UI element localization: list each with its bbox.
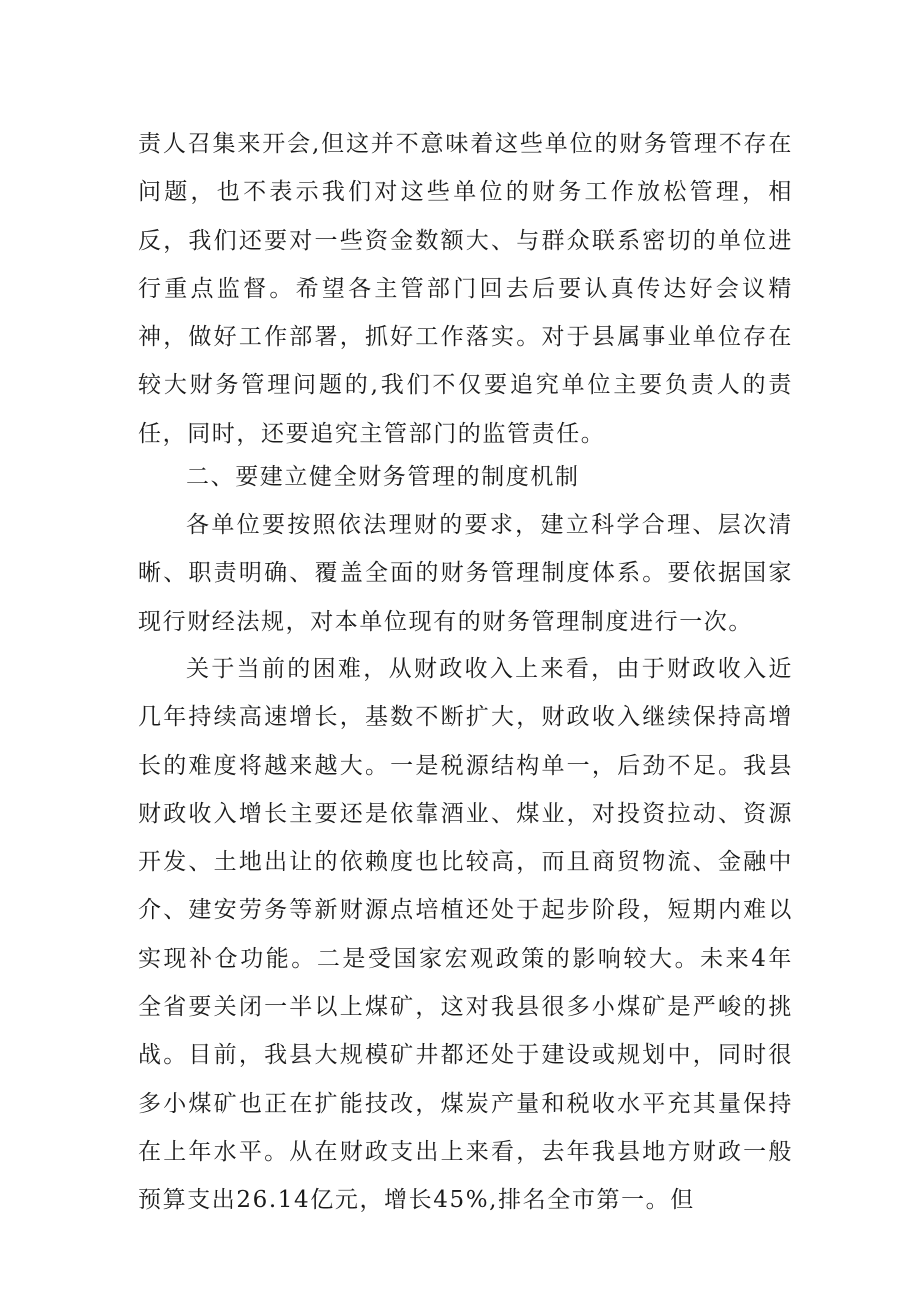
paragraph-responsibility: 责人召集来开会,但这并不意味着这些单位的财务管理不存在问题，也不表示我们对这些单位的财务工作放松管理，相反，我们还要对一些资金数额大、与群众联系密切的单位进行重点监督。希望各主管部门回去后要认真传达好会议精神，做好工作部署，抓好工作落实。对于县属事业单位存在较大财务管理问题的,我们不仅要追究单位主要负责人的责任，同时，还要追究主管部门的监管责任。 (138, 131, 793, 447)
section-heading-two: 二、要建立健全财务管理的制度机制 (186, 464, 580, 490)
paragraph-financial-system: 各单位要按照依法理财的要求，建立科学合理、层次清晰、职责明确、覆盖全面的财务管理制度体系。要依据国家现行财经法规，对本单位现有的财务管理制度进行一次。 (138, 512, 793, 635)
paragraph-current-difficulties: 关于当前的困难，从财政收入上来看，由于财政收入近几年持续高速增长，基数不断扩大，财政收入继续保持高增长的难度将越来越大。一是税源结构单一，后劲不足。我县财政收入增长主要还是依靠酒业、煤业，对投资拉动、资源开发、土地出让的依赖度也比较高，而且商贸物流、金融中介、建安劳务等新财源点培植还处于起步阶段，短期内难以实现补仓功能。二是受国家宏观政策的影响较大。未来4年全省要关闭一半以上煤矿，这对我县很多小煤矿是严峻的挑战。目前，我县大规模矿井都还处于建设或规划中，同时很多小煤矿也正在扩能技改，煤炭产量和税收水平充其量保持在上年水平。从在财政支出上来看，去年我县地方财政一般预算支出26.14亿元，增长45%,排名全市第一。但 (138, 656, 793, 1214)
